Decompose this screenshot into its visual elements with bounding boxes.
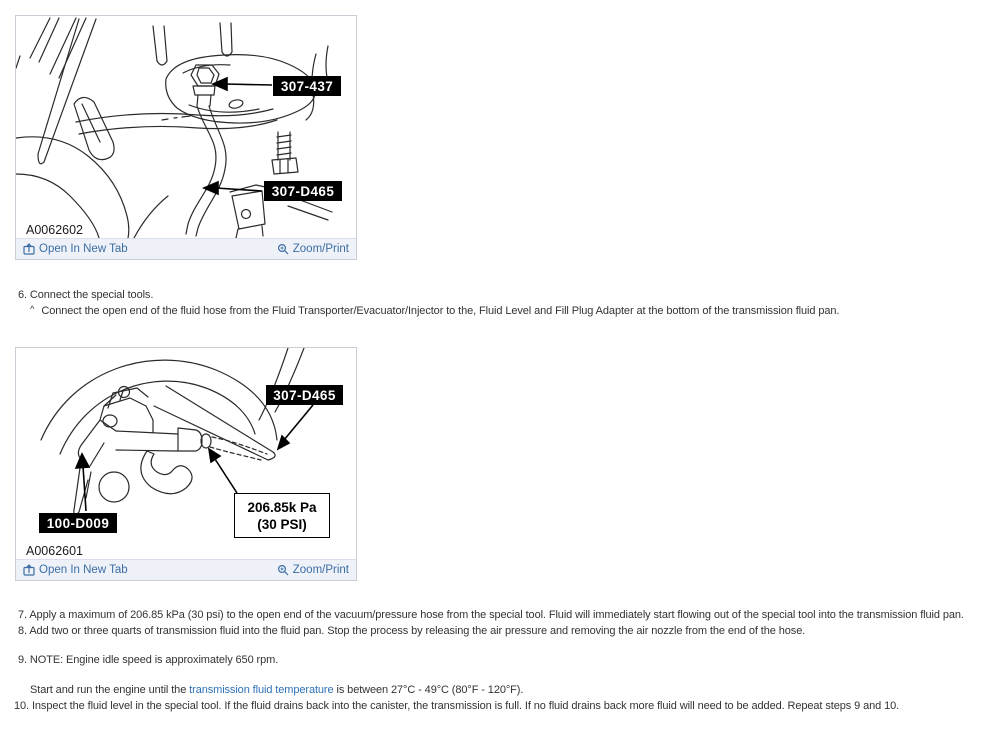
step-6-sub [30, 304, 839, 317]
step-9-continuation [30, 684, 523, 696]
figure-card-a0062601 [15, 347, 357, 581]
zoom-print-link[interactable] [277, 243, 349, 255]
open-in-new-tab-icon [23, 564, 35, 576]
step-9: 9. NOTE: Engine idle speed is approximately 650 rpm. [18, 654, 279, 666]
figure-id-label: A0062602 [26, 223, 84, 237]
magnifier-icon [277, 564, 289, 576]
open-in-new-tab-icon [23, 243, 35, 255]
step-8: 8. Add two or three quarts of transmission fluid into the fluid pan. Stop the process by releasing the air pressure and removing the air nozzle from the end of the hose. [18, 625, 806, 637]
callout-307-437: 307-437 [273, 76, 341, 96]
engine-fitting-line-art [16, 16, 356, 238]
pressure-psi-text: (30 PSI) [257, 516, 307, 532]
figure1-footer [16, 238, 356, 259]
figure2-footer [16, 559, 356, 580]
transmission-fluid-temperature-link[interactable]: transmission fluid temperature [189, 684, 334, 696]
pressure-kpa-text: 206.85k Pa [247, 499, 317, 515]
open-in-new-tab-label: Open In New Tab [39, 564, 128, 576]
zoom-print-label: Zoom/Print [292, 564, 349, 576]
figure-card-a0062602 [15, 15, 357, 260]
step-6-sub-text: Connect the open end of the fluid hose from the Fluid Transporter/Evacuator/Injector to the, Fluid Level and Fill Plug Adapter at the bottom of the transmission fluid pan. [41, 305, 840, 317]
step-9-cont-suffix: is between 27°C - 49°C (80°F - 120°F). [333, 684, 524, 696]
figure1-illustration [16, 16, 356, 238]
step-9-cont-prefix: Start and run the engine until the [30, 684, 190, 696]
step-10: 10. Inspect the fluid level in the special tool. If the fluid drains back into the canister, the transmission is full. If no fluid drains back more fluid will need to be added. Repeat steps 9 and 10. [14, 700, 900, 712]
open-in-new-tab-label: Open In New Tab [39, 243, 128, 255]
callout-307-d465: 307-D465 [266, 385, 343, 405]
pressure-spec-box [234, 493, 330, 538]
step-6: 6. Connect the special tools. [18, 289, 154, 301]
open-in-new-tab-link[interactable] [23, 564, 128, 576]
figure-id-label: A0062601 [26, 544, 84, 558]
step-7: 7. Apply a maximum of 206.85 kPa (30 psi) to the open end of the vacuum/pressure hose from the special tool. Fluid will immediately start flowing out of the special tool into the transmission fluid pan. [18, 609, 964, 621]
sub-bullet-marker: ^ [30, 304, 35, 315]
figure2-illustration [16, 348, 356, 559]
magnifier-icon [277, 243, 289, 255]
zoom-print-label: Zoom/Print [292, 243, 349, 255]
callout-100-d009: 100-D009 [39, 513, 117, 533]
zoom-print-link[interactable] [277, 564, 349, 576]
open-in-new-tab-link[interactable] [23, 243, 128, 255]
callout-307-d465: 307-D465 [264, 181, 342, 201]
